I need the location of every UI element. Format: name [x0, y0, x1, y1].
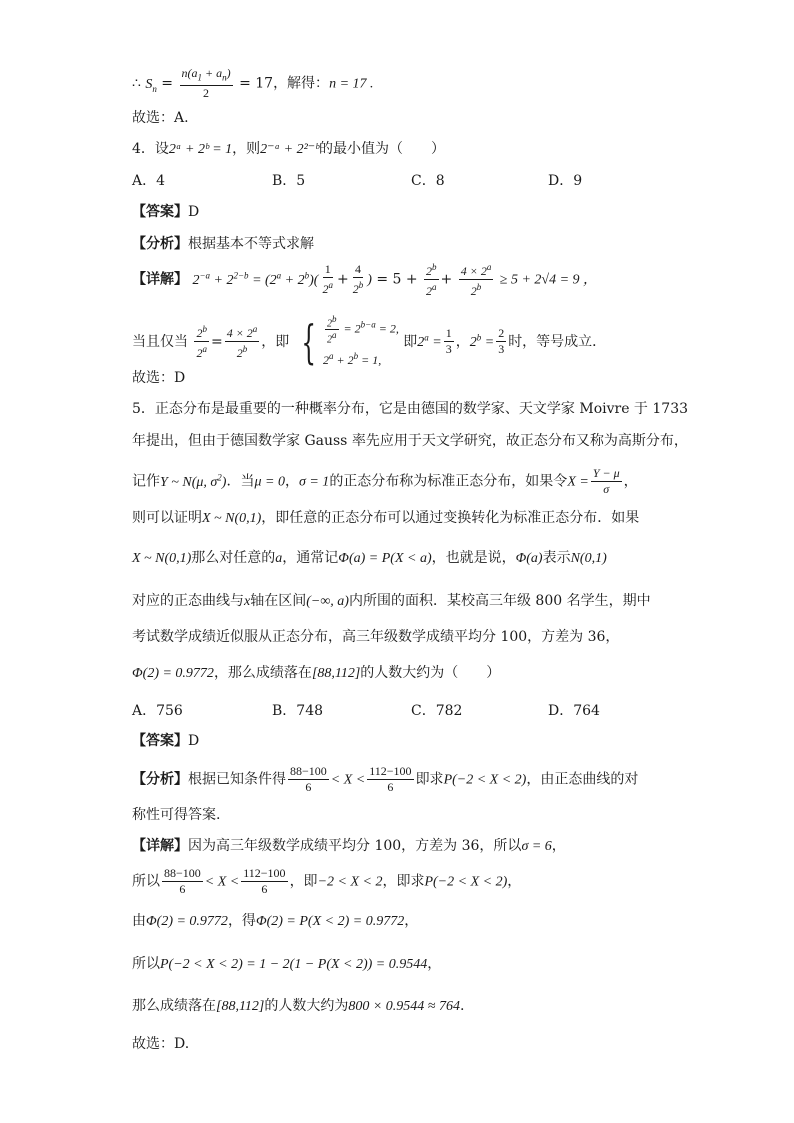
q5-detail-2: 所以 $\frac{88-100}{6}$ < X < $\frac{112-100}{6}$ ，即−2 < X < 2，即求P(−2 < X < 2)， — [132, 866, 522, 896]
q5-detail3a: 由 — [132, 913, 146, 929]
q4-stem — [132, 139, 445, 160]
q5-analysis-c: ，由正态曲线的对 — [526, 771, 639, 788]
detail-tag: 【详解】 — [132, 271, 188, 288]
q5-para5a: 那么对任意的 — [191, 550, 276, 566]
q5-answer — [132, 731, 199, 751]
answer-tag: 【答案】 — [132, 733, 188, 749]
q5-para3c: ， — [284, 473, 299, 490]
q5-detail-3: 由Φ(2) = 0.9772，得Φ(2) = P(X < 2) = 0.9772， — [132, 913, 419, 929]
q5-analysis-cont: 称性可得答案. — [132, 807, 221, 823]
q4-cond-text2: ，即 — [261, 333, 290, 350]
q5-para3d: 的正态分布称为标准正态分布，如果令 — [329, 473, 568, 490]
q4-equality-condition: 当且仅当 $\frac{2^b}{2^a}$ = $\frac{4 \times 2^a}{2^b}$ ，即 { $\frac{2^b}{2^a}$ = $2^{b-a} = 2$, $2^a + 2^b = 1$, 即$2^a$ = $\frac{1}{3}$ ，$2^b$ = $\frac{2}{3}$ 时，等号成立． — [132, 314, 607, 369]
q4-eq-ending: ≥ 5 + 2√4 = 9 ， — [499, 272, 598, 288]
q5-para3a: 记作 — [132, 473, 160, 490]
q5-para7: 考试数学成绩近似服从正态分布，高三年级数学成绩平均分 100，方差为 36， — [132, 629, 620, 645]
q5-analysis-a: 根据已知条件得 — [188, 771, 286, 788]
q4-cond-text4: 时，等号成立． — [508, 333, 607, 350]
q5-para6a: 对应的正态曲线与 — [132, 593, 244, 609]
q4-condition: 2ᵃ + 2ᵇ = 1 — [168, 142, 233, 157]
analysis-tag: 【分析】 — [132, 771, 188, 788]
q5-para8: Φ(2) = 0.9772，那么成绩落在[88,112]的人数大约为（ ） — [132, 665, 501, 681]
q4-option-b: B．5 — [272, 173, 306, 189]
q4-option-c: C．8 — [411, 173, 445, 189]
therefore-sign: ∴ — [132, 75, 146, 92]
q5-detail5a: 那么成绩落在 — [132, 998, 216, 1014]
solve-text: ，解得： — [273, 75, 330, 92]
q4-detail-equation: 【详解】 $2^{-a} + 2^{2-b} = (2^a + 2^b)$( $\frac{1}{2^a}$ + $\frac{4}{2^b}$ ) = 5 + $\frac{2^b}{2^a}$ + $\frac{4 \times 2^a}{2^b}$ ≥ 5 + 2√4 = 9 ， — [132, 262, 598, 298]
q5-analysis: 【分析】根据已知条件得 $\frac{88-100}{6}$ < X < $\frac{112-100}{6}$ 即求P(−2 < X < 2)，由正态曲线的对 — [132, 764, 639, 794]
q5-para4: 则可以证明X ~ N(0,1)，即任意的正态分布可以通过变换转化为标准正态分布．如果 — [132, 510, 640, 526]
answer-tag: 【答案】 — [132, 204, 188, 220]
q4-number: 4．设 — [132, 141, 169, 157]
q5-para5: X ~ N(0,1)那么对任意的a，通常记Φ(a) = P(X < a)，也就是说，Φ(a)表示N(0,1) — [132, 550, 607, 566]
q5-select: 故选：D. — [132, 1036, 190, 1052]
q5-para6: 对应的正态曲线与x轴在区间(−∞, a)内所围的面积．某校高三年级 800 名学生，期中 — [132, 593, 651, 609]
q4-option-d: D．9 — [548, 173, 583, 189]
answer-value: D — [188, 204, 200, 220]
analysis-tag: 【分析】 — [132, 236, 188, 252]
q4-answer — [132, 202, 199, 222]
q5-detail-5: 那么成绩落在[88,112]的人数大约为800 × 0.9544 ≈ 764. — [132, 998, 465, 1014]
q5-detail1: 因为高三年级数学成绩平均分 100，方差为 36，所以 — [188, 838, 522, 854]
q5-para1: 5．正态分布是最重要的一种概率分布，它是由德国的数学家、天文学家 Moivre 于 1733 — [132, 401, 689, 417]
q5-detail-4: 所以P(−2 < X < 2) = 1 − 2(1 − P(X < 2)) = 0.9544， — [132, 956, 442, 972]
q5-para6b: 轴在区间 — [250, 593, 307, 609]
q5-option-b: B．748 — [272, 703, 324, 719]
answer-value: D — [188, 733, 200, 749]
q5-para8b: 的人数大约为（ ） — [360, 665, 501, 681]
q5-detail5b: 的人数大约为 — [264, 998, 349, 1014]
q5-para4a: 则可以证明 — [132, 510, 202, 526]
q4-stem-mid: ，则 — [232, 141, 261, 157]
q5-detail-1: 【详解】因为高三年级数学成绩平均分 100，方差为 36，所以σ = 6， — [132, 838, 566, 854]
analysis-text: 根据基本不等式求解 — [188, 236, 314, 252]
q5-para3b: ．当 — [226, 473, 255, 490]
q5-para5c: ，也就是说， — [431, 550, 516, 566]
n-result: n = 17 . — [329, 76, 374, 92]
q5-option-d: D．764 — [548, 703, 600, 719]
detail-tag: 【详解】 — [132, 838, 188, 854]
sn-formula-line: ∴ $S_n$ = $\frac{n(a_1 + a_n)}{2}$ = 17，解得：n = 17 . — [132, 66, 374, 101]
q5-para8a: ，那么成绩落在 — [213, 665, 312, 681]
q5-para6c: 内所围的面积．某校高三年级 800 名学生，期中 — [348, 593, 651, 609]
q5-detail4a: 所以 — [132, 956, 160, 972]
q5-para4b: ，即任意的正态分布可以通过变换转化为标准正态分布．如果 — [261, 510, 640, 526]
q4-cond-text3: 即 — [403, 333, 418, 350]
select-a: 故选：A. — [132, 110, 189, 126]
q4-analysis — [132, 234, 314, 254]
q5-option-a: A．756 — [132, 703, 183, 719]
q4-expression: 2⁻ᵃ + 2²⁻ᵇ — [260, 142, 319, 157]
q5-para2: 年提出，但由于德国数学家 Gauss 率先应用于天文学研究，故正态分布又称为高斯分布， — [132, 433, 688, 449]
q5-para5d: 表示 — [542, 550, 571, 566]
q5-option-c: C．782 — [411, 703, 463, 719]
q4-select: 故选：D — [132, 370, 186, 386]
sn-fraction: $\frac{n(a_1 + a_n)}{2}$ — [181, 66, 231, 101]
q5-para5b: ，通常记 — [282, 550, 339, 566]
q5-analysis-b: 即求 — [415, 771, 444, 788]
q4-cond-text1: 当且仅当 — [132, 333, 188, 350]
system-brace: { $\frac{2^b}{2^a}$ = $2^{b-a} = 2$, $2^a + 2^b = 1$, — [301, 314, 399, 369]
q5-detail3b: ，得 — [227, 913, 256, 929]
q5-detail2c: ，即求 — [382, 873, 425, 890]
q4-option-a: A．4 — [132, 173, 166, 189]
q5-detail2a: 所以 — [132, 873, 160, 890]
q5-detail2b: ，即 — [289, 873, 318, 890]
q4-stem-post: 的最小值为（ ） — [318, 141, 445, 157]
q5-para3: 记作Y ~ N(μ, $\sigma^2$)．当μ = 0，σ = 1的正态分布称为标准正态分布，如果令X = $\frac{Y - \mu}{\sigma}$ ， — [132, 466, 638, 496]
